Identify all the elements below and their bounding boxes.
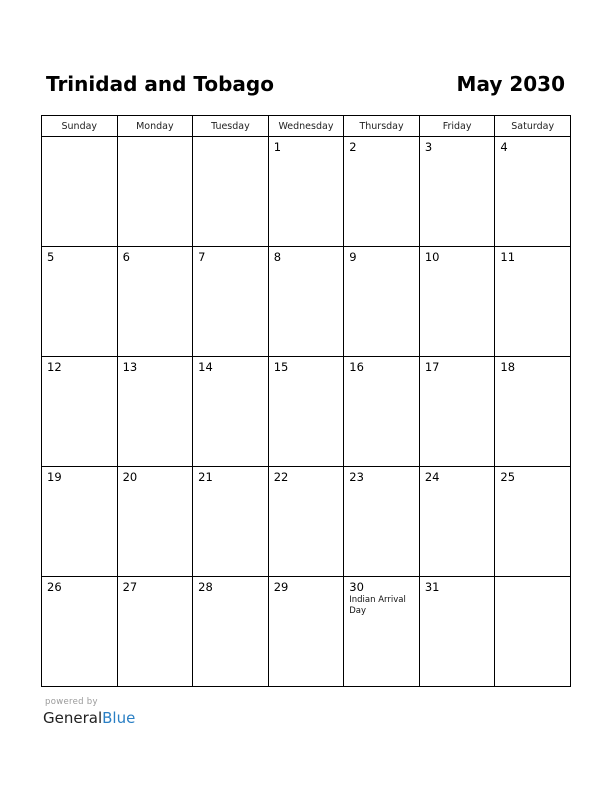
day-number: 2 — [349, 140, 357, 154]
day-cell — [495, 357, 571, 467]
day-cell — [193, 357, 269, 467]
day-cell — [193, 577, 269, 687]
week-row — [42, 247, 571, 357]
day-cell — [495, 577, 571, 687]
day-number: 28 — [198, 580, 213, 594]
day-cell — [344, 137, 420, 247]
weekday-header: Friday — [419, 116, 495, 137]
day-number: 26 — [47, 580, 62, 594]
day-cell — [193, 137, 269, 247]
day-cell — [42, 247, 118, 357]
day-cell — [193, 247, 269, 357]
day-cell — [42, 357, 118, 467]
weekday-header: Tuesday — [193, 116, 269, 137]
day-cell — [117, 577, 193, 687]
day-number: 21 — [198, 470, 213, 484]
week-row — [42, 137, 571, 247]
day-number: 12 — [47, 360, 62, 374]
month-year-title: May 2030 — [456, 72, 565, 96]
day-number: 17 — [424, 360, 440, 374]
day-cell — [344, 577, 420, 687]
weekday-header: Wednesday — [268, 116, 344, 137]
day-number: 29 — [273, 580, 289, 594]
brand-part-general: General — [43, 709, 103, 727]
day-cell — [419, 137, 495, 247]
day-cell — [117, 137, 193, 247]
day-cell — [268, 467, 344, 577]
day-number: 31 — [424, 580, 440, 594]
day-cell — [495, 247, 571, 357]
day-number: 15 — [273, 360, 289, 374]
day-cell — [419, 467, 495, 577]
weekday-header: Thursday — [344, 116, 420, 137]
weekday-header: Sunday — [42, 116, 118, 137]
day-number: 14 — [198, 360, 213, 374]
day-number: 23 — [349, 470, 364, 484]
day-cell — [117, 467, 193, 577]
week-row — [42, 577, 571, 687]
day-number: 4 — [500, 140, 508, 154]
day-number: 27 — [122, 580, 138, 594]
calendar-grid — [41, 115, 571, 687]
day-number: 18 — [500, 360, 516, 374]
day-cell — [495, 137, 571, 247]
day-number: 24 — [424, 470, 440, 484]
day-cell — [268, 577, 344, 687]
week-row — [42, 357, 571, 467]
day-cell — [419, 577, 495, 687]
day-number: 16 — [349, 360, 364, 374]
day-cell — [344, 467, 420, 577]
day-number: 25 — [500, 470, 516, 484]
day-number: 13 — [122, 360, 138, 374]
powered-by-text: powered by — [45, 697, 98, 707]
day-number: 5 — [47, 250, 55, 264]
day-cell — [344, 247, 420, 357]
day-number: 3 — [424, 140, 433, 154]
day-cell — [117, 357, 193, 467]
day-number: 11 — [500, 250, 516, 264]
day-cell — [419, 357, 495, 467]
day-number: 9 — [349, 250, 357, 264]
generalblue-logo — [43, 709, 135, 727]
day-number: 22 — [273, 470, 289, 484]
holiday-label: Indian Arrival Day — [349, 595, 406, 616]
day-number: 19 — [47, 470, 62, 484]
day-number: 8 — [273, 250, 282, 264]
day-number: 7 — [198, 250, 206, 264]
day-cell — [268, 357, 344, 467]
day-number: 1 — [273, 140, 282, 154]
day-cell — [42, 137, 118, 247]
day-cell — [344, 357, 420, 467]
weekday-header: Monday — [117, 116, 193, 137]
day-number: 30 — [349, 580, 364, 594]
day-cell — [117, 247, 193, 357]
brand-part-blue: Blue — [102, 709, 136, 727]
day-cell — [268, 247, 344, 357]
weekday-header: Saturday — [495, 116, 571, 137]
day-cell — [193, 467, 269, 577]
day-cell — [495, 467, 571, 577]
day-number: 20 — [122, 470, 138, 484]
day-number: 10 — [424, 250, 440, 264]
day-cell — [42, 467, 118, 577]
day-cell — [42, 577, 118, 687]
country-title: Trinidad and Tobago — [46, 72, 274, 96]
weekday-header-row — [42, 116, 571, 137]
week-row — [42, 467, 571, 577]
day-cell — [419, 247, 495, 357]
day-number: 6 — [122, 250, 130, 264]
day-cell — [268, 137, 344, 247]
